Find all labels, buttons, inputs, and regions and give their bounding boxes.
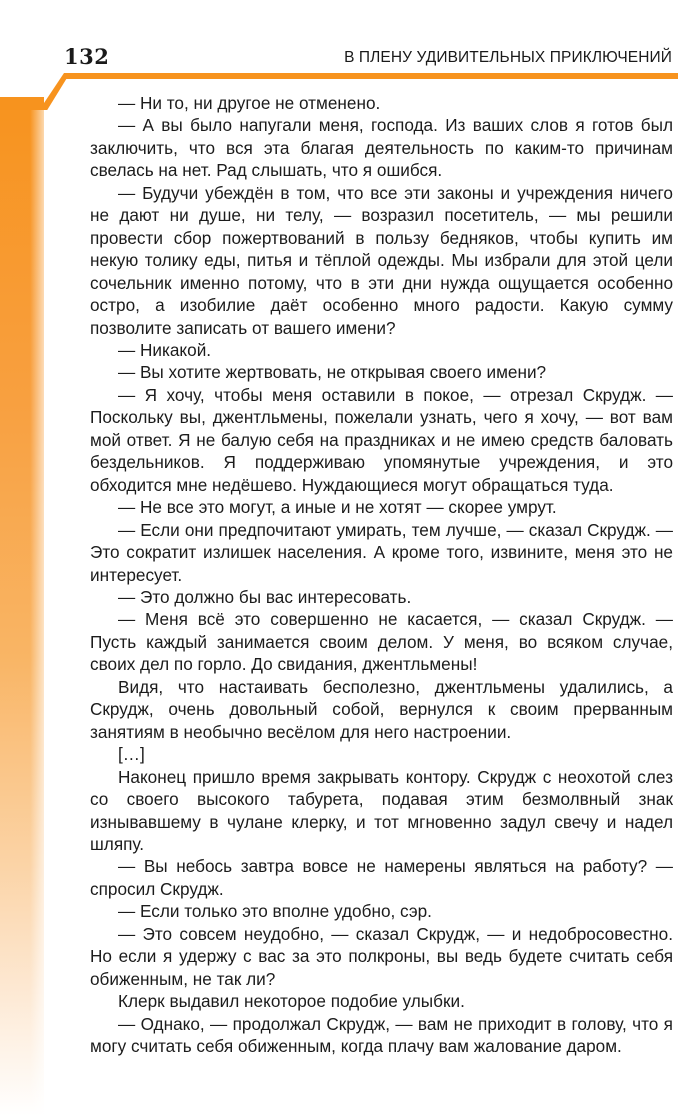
body-text — [90, 92, 673, 1057]
paragraph: — Я хочу, чтобы меня оставили в покое, — отрезал Скрудж. — Поскольку вы, джентльмены, пожелали узнать, чего я хочу, — вот вам мой ответ. Я не балую себя на праздниках и не имею средств баловать бездельников. Я поддерживаю упомянутые учреждения, и это обходится мне недёшево. Нуждающиеся могут обращаться туда. — [90, 384, 673, 495]
paragraph: — Это должно бы вас интересовать. — [118, 586, 412, 607]
paragraph: — Будучи убеждён в том, что все эти законы и учреждения ничего не дают ни душе, ни телу, — возразил посетитель, — мы решили провести сбор пожертвований в пользу бедняков, чтобы купить им некую толику еды, питья и тёплой одежды. Мы избрали для этой цели сочельник именно потому, что в эти дни нужда ощущается особенно остро, а изобилие даёт особенно много радости. Какую сумму позволите записать от вашего имени? — [90, 182, 673, 338]
page-number: 132 — [64, 44, 110, 69]
paragraph: — Никакой. — [118, 339, 212, 360]
paragraph: Клерк выдавил некоторое подобие улыбки. — [118, 991, 465, 1012]
paragraph: — Ни то, ни другое не отменено. — [118, 93, 381, 113]
paragraph: Видя, что настаивать бесполезно, джентльмены удалились, а Скрудж, очень довольный собой, вернулся к своим прерванным занятиям в необычно весёлом для него настроении. — [90, 676, 673, 742]
running-head: В ПЛЕНУ УДИВИТЕЛЬНЫХ ПРИКЛЮЧЕНИЙ — [344, 49, 672, 66]
paragraph: — Меня всё это совершенно не касается, — сказал Скрудж. — Пусть каждый занимается своим делом. У меня, во всяком случае, своих дел по горло. До свидания, джентльмены! — [90, 609, 673, 675]
paragraph: — Однако, — продолжал Скрудж, — вам не приходит в голову, что я могу считать себя обиженным, когда плачу вам жалование даром. — [90, 1013, 673, 1057]
paragraph: — Не все это могут, а иные и не хотят — скорее умрут. — [118, 497, 557, 518]
paragraph: — Вы хотите жертвовать, не открывая своего имени? — [118, 362, 547, 383]
paragraph: — Если они предпочитают умирать, тем лучше, — сказал Скрудж. — Это сократит излишек населения. А кроме того, извините, меня это не интересует. — [90, 519, 673, 585]
paragraph: — Если только это вполне удобно, сэр. — [118, 901, 432, 922]
paragraph: — А вы было напугали меня, господа. Из ваших слов я готов был заключить, что вся эта благая деятельность по каким-то причинам свелась на нет. Рад слышать, что я ошибся. — [90, 115, 673, 181]
paragraph: — Вы небось завтра вовсе не намерены являться на работу? — спросил Скрудж. — [90, 856, 673, 899]
paragraph: — Это совсем неудобно, — сказал Скрудж, — и недобросовестно. Но если я удержу с вас за это полкроны, вы ведь будете считать себя обиженным, не так ли? — [90, 923, 673, 989]
left-accent-stripe-fade — [30, 97, 52, 1116]
paragraph: […] — [118, 744, 145, 765]
paragraph: Наконец пришло время закрывать контору. Скрудж с неохотой слез со своего высокого табурета, подавая этим безмолвный знак изнывавшему в чулане клерку, и тот мгновенно задул свечу и надел шляпу. — [90, 766, 673, 854]
